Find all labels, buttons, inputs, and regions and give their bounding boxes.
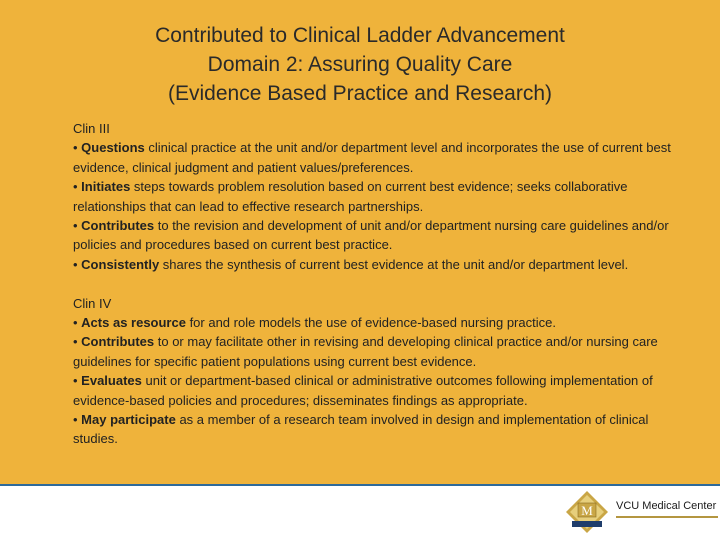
slide-body: [73, 119, 683, 449]
clin-iii-item-keyword: Contributes: [81, 218, 155, 234]
magnet-logo-icon: [564, 490, 610, 534]
clin-iii-item-text: to the revision and development of unit and/or department nursing care guidelines and/or policies and procedures based on current best practice.: [73, 218, 669, 253]
clin-iii-item-text: shares the synthesis of current best evidence at the unit and/or department level.: [159, 256, 629, 272]
slide-title: [0, 21, 720, 108]
clin-iv-item-keyword: Evaluates: [81, 373, 142, 389]
clin-iii-item-keyword: Questions: [81, 140, 145, 156]
clin-iv-item: • Contributes to or may facilitate other in revising and developing clinical practice and/or nursing care guidelines for specific patient populations using current best evidence.: [73, 334, 658, 369]
title-line-1: Contributed to Clinical Ladder Advancement: [155, 24, 565, 47]
clin-iv-item-keyword: May participate: [81, 412, 176, 428]
clin-iii-item-keyword: Consistently: [81, 256, 160, 272]
clin-iv-item: • May participate as a member of a research team involved in design and implementation of clinical studies.: [73, 412, 649, 447]
magnet-logo-letter: M: [581, 503, 593, 518]
clin-iii-item: • Contributes to the revision and development of unit and/or department nursing care guidelines and/or policies and procedures based on current best practice.: [73, 218, 669, 253]
clin-iv-item-text: to or may facilitate other in revising and developing clinical practice and/or nursing care guidelines for specific patient populations using current best evidence.: [73, 334, 658, 369]
clin-iii-item-text: clinical practice at the unit and/or department level and incorporates the use of current best evidence, clinical judgment and patient values/preferences.: [73, 140, 671, 175]
clin-iv-item-text: for and role models the use of evidence-based nursing practice.: [185, 315, 556, 331]
clin-iii-heading: Clin III: [73, 121, 110, 136]
clin-iv-item-text: unit or department-based clinical or administrative outcomes following implementation of evidence-based policies and procedures; disseminates findings as appropriate.: [73, 373, 653, 408]
clin-iv-item: • Acts as resource for and role models the use of evidence-based nursing practice.: [73, 315, 556, 331]
clin-iv-item-text: as a member of a research team involved in design and implementation of clinical studies.: [73, 412, 649, 447]
clin-iv-item: • Evaluates unit or department-based clinical or administrative outcomes following implementation of evidence-based policies and procedures; disseminates findings as appropriate.: [73, 373, 653, 408]
title-line-3: (Evidence Based Practice and Research): [167, 82, 553, 105]
clin-iii-item: • Consistently shares the synthesis of current best evidence at the unit and/or department level.: [73, 256, 629, 272]
clin-iv-item-keyword: Contributes: [81, 334, 155, 350]
footer-divider: [0, 484, 720, 486]
clin-iii-item: • Initiates steps towards problem resolution based on current best evidence; seeks collaborative relationships that can lead to effective research partnerships.: [73, 179, 628, 214]
clin-iii-item: • Questions clinical practice at the unit and/or department level and incorporates the use of current best evidence, clinical judgment and patient values/preferences.: [73, 140, 671, 175]
vcu-tagline-bar: [616, 516, 718, 518]
vcu-logo-text: VCU Medical Center: [616, 500, 717, 512]
title-line-2: Domain 2: Assuring Quality Care: [207, 53, 513, 76]
vcu-medical-center-logo: [616, 500, 720, 526]
clin-iii-item-text: steps towards problem resolution based on current best evidence; seeks collaborative relationships that can lead to effective research partnerships.: [73, 179, 628, 214]
section-spacer: [73, 274, 683, 293]
clin-iv-item-keyword: Acts as resource: [81, 315, 186, 331]
clin-iv-heading: Clin IV: [73, 295, 112, 311]
clin-iii-item-keyword: Initiates: [81, 179, 131, 195]
